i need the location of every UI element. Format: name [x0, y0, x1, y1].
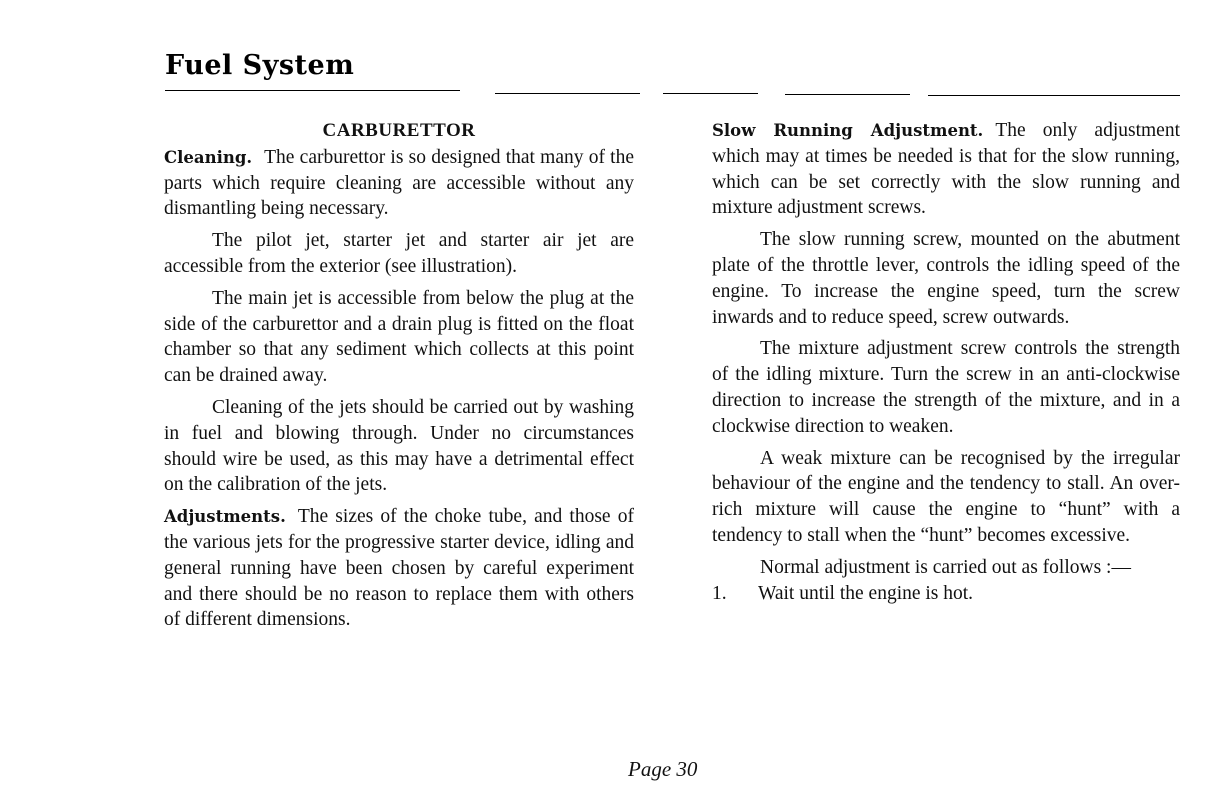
section-title: CARBURETTOR — [322, 120, 476, 141]
left-column — [164, 118, 634, 639]
step-number: 1. — [712, 582, 727, 604]
header-rule — [663, 93, 758, 94]
paragraph-adjustments — [164, 504, 634, 633]
paragraph-text: The only adjustment which may at times be needed is that for the slow running, which can be set correctly with the slow running and mixture adjustment screws. — [712, 120, 1180, 219]
paragraph-text: The main jet is accessible from below the plug at the side of the carburettor and a drain plug is fitted on the float chamber so that any sediment which collects at this point can be drained away. — [164, 287, 634, 387]
paragraph-lead: Slow Running Adjustment. — [712, 121, 984, 140]
paragraph-lead: Cleaning. — [164, 147, 253, 167]
step-text: Wait until the engine is hot. — [758, 582, 974, 604]
step-item — [712, 581, 1180, 607]
header-rule — [785, 94, 910, 95]
paragraph-slow-running — [712, 118, 1180, 221]
paragraph-text: The carburettor is so designed that many of the parts which require cleaning are accessible without any dismantling being necessary. — [164, 146, 634, 220]
paragraph-cleaning-jets — [164, 395, 634, 498]
header-rule — [928, 95, 1180, 96]
paragraph-mixture-screw — [712, 336, 1180, 439]
header-rule — [165, 90, 460, 91]
paragraph-text: A weak mixture can be recognised by the irregular behaviour of the engine and the tendency to stall. An over-rich mixture will cause the engine to “hunt” with a tendency to stall when the “hunt” becomes excessive. — [712, 447, 1180, 546]
paragraph-normal-adjustment — [712, 555, 1180, 581]
paragraph-text: Normal adjustment is carried out as follows :— — [760, 556, 1131, 578]
paragraph-text: Cleaning of the jets should be carried out by washing in fuel and blowing through. Under no circumstances should wire be used, as this may have a detrimental effect on the calibration of the jets. — [164, 396, 634, 496]
paragraph-lead: Adjustments. — [164, 507, 286, 527]
paragraph-text: The pilot jet, starter jet and starter air jet are accessible from the exterior (see illustration). — [164, 230, 634, 277]
paragraph-weak-mixture — [712, 446, 1180, 549]
right-column — [712, 118, 1180, 606]
paragraph-text: The sizes of the choke tube, and those of the various jets for the progressive starter device, idling and general running have been chosen by careful experiment and there should be no reason to replace them with others of different dimensions. — [164, 506, 634, 631]
paragraph-text: The slow running screw, mounted on the abutment plate of the throttle lever, controls the idling speed of the engine. To increase the engine speed, turn the screw inwards and to reduce speed, screw outwards. — [712, 229, 1180, 328]
paragraph-main-jet — [164, 286, 634, 389]
paragraph-cleaning — [164, 145, 634, 222]
paragraph-pilot-jet — [164, 228, 634, 280]
header-rule — [495, 93, 640, 94]
paragraph-text: The mixture adjustment screw controls the strength of the idling mixture. Turn the screw in an anti-clockwise direction to increase the strength of the mixture, and in a clockwise direction to weaken. — [712, 338, 1180, 437]
paragraph-slow-running-screw — [712, 227, 1180, 330]
page-title: Fuel System — [165, 50, 355, 81]
page-number: Page 30 — [628, 757, 698, 781]
